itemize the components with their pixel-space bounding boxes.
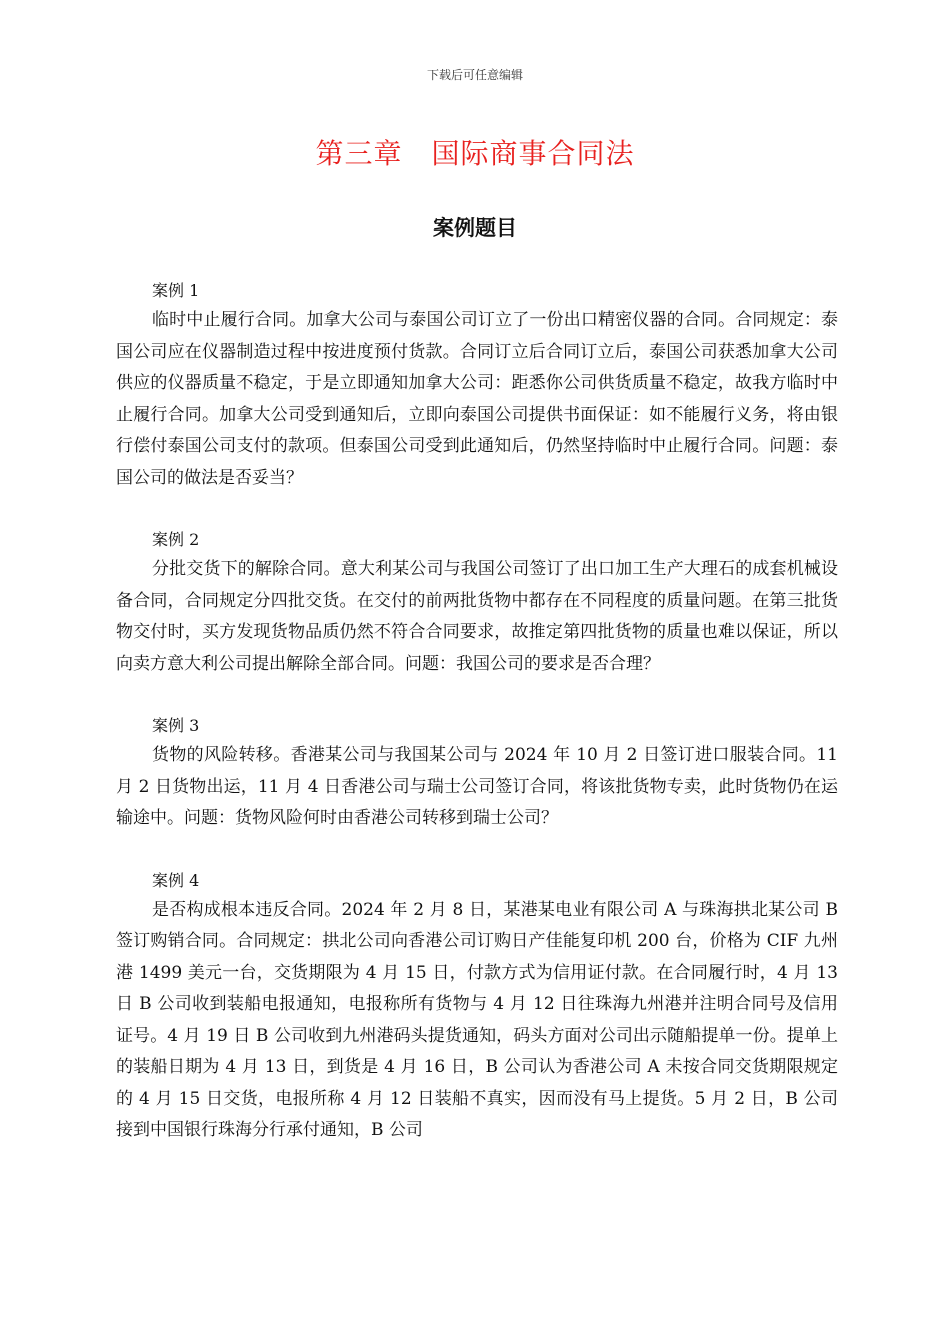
case-body: 分批交货下的解除合同。意大利某公司与我国公司签订了出口加工生产大理石的成套机械设备合同，合同规定分四批交货。在交付的前两批货物中都存在不同程度的质量问题。在第三批货物交付时，买方发现货物品质仍然不符合合同要求，故推定第四批货物的质量也难以保证，所以向卖方意大利公司提出解除全部合同。问题：我国公司的要求是否合理？ xyxy=(116,559,838,674)
case-item xyxy=(116,277,838,494)
case-body: 货物的风险转移。香港某公司与我国某公司与 2024 年 10 月 2 日签订进口服装合同。11 月 2 日货物出运，11 月 4 日香港公司与瑞士公司签订合同，将该批货物专卖，此时货物仍在运输途中。问题：货物风险何时由香港公司转移到瑞士公司？ xyxy=(116,745,838,828)
case-list xyxy=(116,277,838,1179)
chapter-title: 第三章 国际商事合同法 xyxy=(315,137,635,170)
case-item xyxy=(116,867,838,1147)
case-item xyxy=(116,712,838,835)
case-item xyxy=(116,526,838,680)
header-note: 下载后可任意编辑 xyxy=(426,68,523,82)
case-body: 是否构成根本违反合同。2024 年 2 月 8 日，某港某电业有限公司 A 与珠海拱北某公司 B 签订购销合同。合同规定：拱北公司向香港公司订购日产佳能复印机 200 台，价格为 CIF 九州港 1499 美元一台，交货期限为 4 月 15 日，付款方式为信用证付款。在合同履行时，4 月 13 日 B 公司收到装船电报通知，电报称所有货物与 4 月 12 日往珠海九州港并注明合同号及信用证号。4 月 19 日 B 公司收到九州港码头提货通知，码头方面对公司出示随船提单一份。提单上的装船日期为 4 月 13 日，到货是 4 月 16 日，B 公司认为香港公司 A 未按合同交货期限规定的 4 月 15 日交货，电报所称 4 月 12 日装船不真实，因而没有马上提货。5 月 2 日，B 公司接到中国银行珠海分行承付通知，B 公司 xyxy=(116,899,838,1140)
case-label: 案例 4 xyxy=(152,870,200,890)
case-label: 案例 2 xyxy=(152,530,200,549)
case-body: 临时中止履行合同。加拿大公司与泰国公司订立了一份出口精密仪器的合同。合同规定：泰国公司应在仪器制造过程中按进度预付货款。合同订立后合同订立后，泰国公司获悉加拿大公司供应的仪器质量不稳定，于是立即通知加拿大公司：距悉你公司供货质量不稳定，故我方临时中止履行合同。加拿大公司受到通知后，立即向泰国公司提供书面保证：如不能履行义务，将由银行偿付泰国公司支付的款项。但泰国公司受到此通知后，仍然坚持临时中止履行合同。问题：泰国公司的做法是否妥当？ xyxy=(116,310,838,488)
case-label: 案例 1 xyxy=(152,281,200,300)
section-title: 案例题目 xyxy=(433,216,517,240)
case-label: 案例 3 xyxy=(152,716,200,735)
